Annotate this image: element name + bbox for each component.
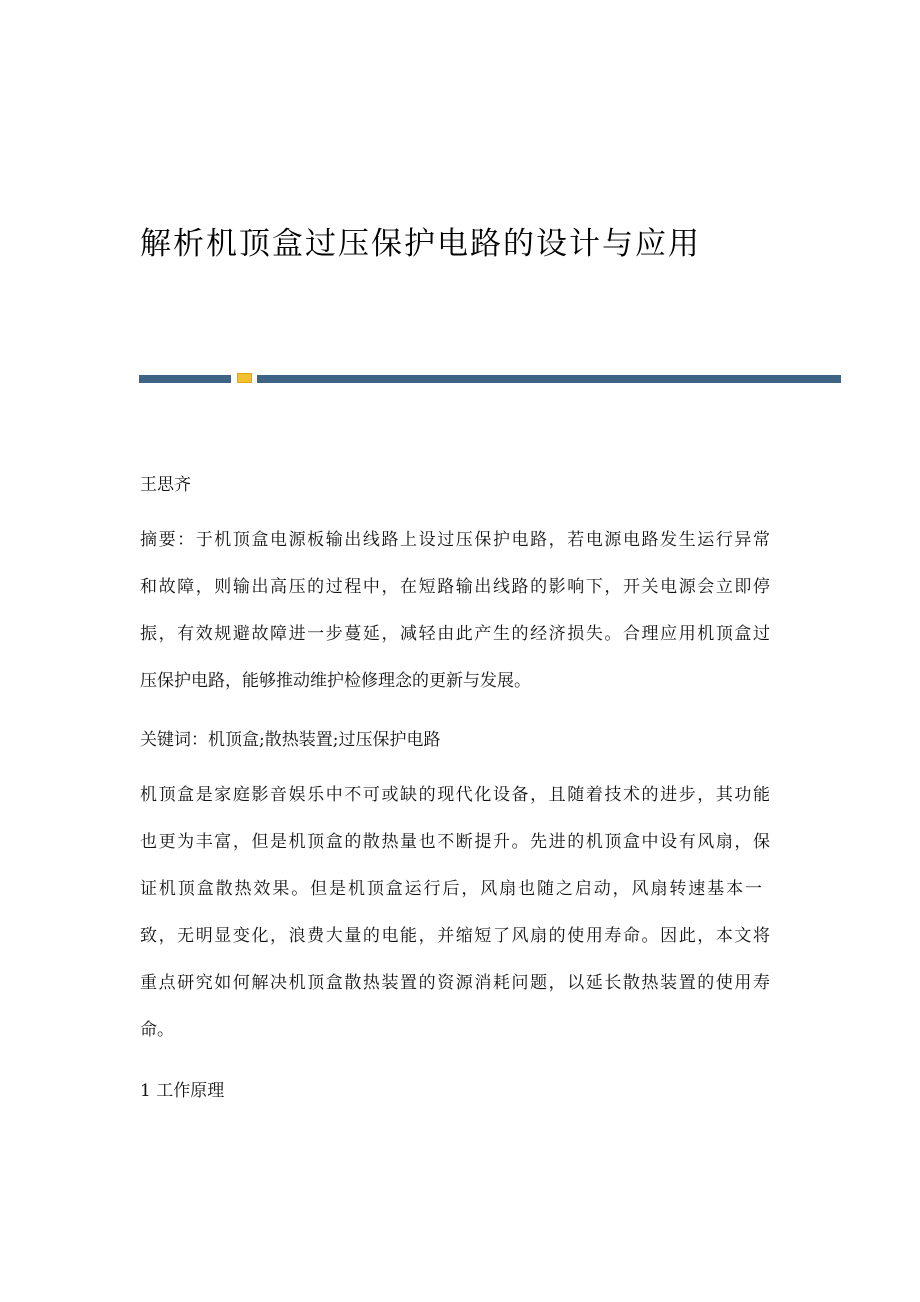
divider-right <box>257 375 841 383</box>
abstract-line: 振，有效规避故障进一步蔓延，减轻由此产生的经济损失。合理应用机顶盒过 <box>140 624 770 644</box>
body-line: 致，无明显变化，浪费大量的电能，并缩短了风扇的使用寿命。因此，本文将 <box>140 926 770 946</box>
divider-left <box>139 375 231 383</box>
document-title: 解析机顶盒过压保护电路的设计与应用 <box>140 226 701 262</box>
section-heading: 1 工作原理 <box>140 1081 225 1101</box>
keywords: 关键词：机顶盒;散热装置;过压保护电路 <box>140 730 441 750</box>
body-line: 证机顶盒散热效果。但是机顶盒运行后，风扇也随之启动，风扇转速基本一 <box>140 879 762 899</box>
body-line: 机顶盒是家庭影音娱乐中不可或缺的现代化设备，且随着技术的进步，其功能 <box>140 785 770 805</box>
author: 王思齐 <box>140 475 191 495</box>
body-line: 命。 <box>140 1020 174 1040</box>
abstract-line: 压保护电路，能够推动维护检修理念的更新与发展。 <box>140 671 531 691</box>
abstract-line: 摘要：于机顶盒电源板输出线路上设过压保护电路，若电源电路发生运行异常 <box>140 530 770 550</box>
body-line: 也更为丰富，但是机顶盒的散热量也不断提升。先进的机顶盒中设有风扇，保 <box>140 832 770 852</box>
abstract-line: 和故障，则输出高压的过程中，在短路输出线路的影响下，开关电源会立即停 <box>140 577 770 597</box>
body-line: 重点研究如何解决机顶盒散热装置的资源消耗问题，以延长散热装置的使用寿 <box>140 973 770 993</box>
envelope-icon <box>237 373 252 383</box>
